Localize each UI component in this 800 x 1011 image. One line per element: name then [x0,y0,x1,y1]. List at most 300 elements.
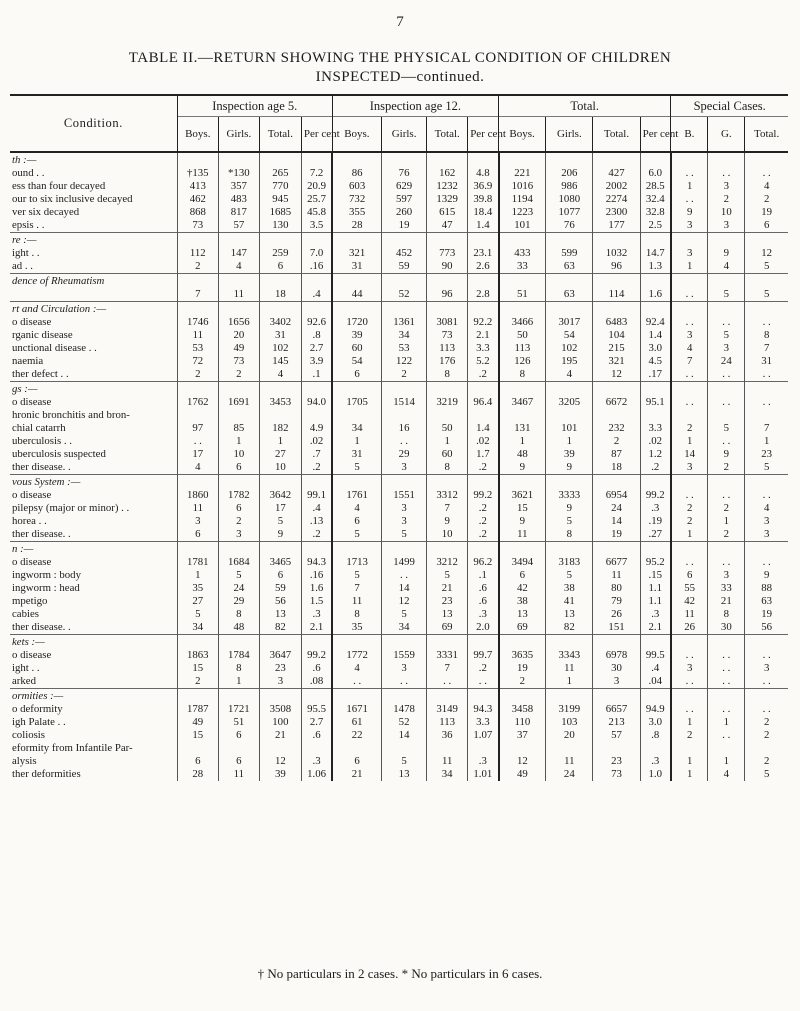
table-cell [640,409,671,422]
empty-cell [546,635,593,650]
table-cell: 8 [427,461,468,475]
table-cell: 110 [499,716,546,729]
table-cell: .2 [640,461,671,475]
table-cell: 61 [332,716,381,729]
table-cell: 19 [382,219,427,233]
table-cell: 49 [499,768,546,781]
empty-cell [382,274,427,289]
table-cell: 6 [671,569,708,582]
table-cell: .27 [640,528,671,542]
table-cell: 4.9 [301,422,332,435]
empty-cell [218,302,259,317]
table-cell: 433 [499,247,546,260]
table-cell: 1 [745,435,788,448]
empty-cell [671,152,708,167]
table-cell: 1684 [218,556,259,569]
table-cell: .2 [468,368,499,382]
table-cell: 80 [593,582,640,595]
table-cell: 5 [218,569,259,582]
table-cell: 6954 [593,489,640,502]
table-cell: 206 [546,167,593,180]
empty-cell [332,302,381,317]
table-cell: 1761 [332,489,381,502]
table-cell: 1 [708,755,745,768]
table-cell: 39 [546,448,593,461]
empty-cell [468,274,499,289]
table-cell: 3458 [499,703,546,716]
group-header-age5: Inspection age 5. [177,95,332,117]
row-label: ther disease. . [12,461,71,473]
table-cell: .6 [301,662,332,675]
table-cell: 7.2 [301,167,332,180]
table-cell: 2 [218,515,259,528]
table-cell: 483 [218,193,259,206]
table-row [10,528,788,542]
table-cell: . . [427,675,468,689]
row-label: ight . . [12,247,40,259]
table-cell: . . [671,193,708,206]
table-cell: 321 [332,247,381,260]
table-cell: 10 [427,528,468,542]
table-cell: 1.2 [640,448,671,461]
row-label: o disease [12,316,52,328]
table-cell: 357 [218,180,259,193]
empty-cell [427,233,468,248]
table-cell: .8 [640,729,671,742]
table-cell: 36.9 [468,180,499,193]
table-cell: .3 [301,608,332,621]
empty-cell [745,689,788,704]
empty-cell [745,635,788,650]
table-cell: 1 [259,435,301,448]
table-cell: 1 [546,435,593,448]
table-cell: 99.2 [301,649,332,662]
table-cell: 321 [593,355,640,368]
table-cell [177,409,218,422]
table-cell: 3149 [427,703,468,716]
table-cell: . . [671,556,708,569]
table-cell: 63 [745,595,788,608]
table-cell: . . [745,649,788,662]
table-cell: .3 [640,755,671,768]
table-cell: 1 [218,435,259,448]
table-cell: .3 [468,608,499,621]
table-cell: 452 [382,247,427,260]
empty-cell [745,382,788,397]
table-cell: 24 [708,355,745,368]
table-cell: 12 [499,755,546,768]
table-cell: .1 [468,569,499,582]
empty-cell [218,475,259,490]
table-cell: 11 [427,755,468,768]
table-cell: 3466 [499,316,546,329]
row-label: eformity from Infantile Par- [12,742,133,754]
empty-cell [332,635,381,650]
col-header: Per cent [301,117,332,153]
table-cell: 34 [382,329,427,342]
table-cell: 96 [427,288,468,302]
table-cell: 1691 [218,396,259,409]
table-cell: 59 [259,582,301,595]
table-cell: 599 [546,247,593,260]
table-cell: 7.0 [301,247,332,260]
table-cell: 11 [177,502,218,515]
table-cell: 8 [218,608,259,621]
table-cell: 19 [745,608,788,621]
empty-cell [671,689,708,704]
table-cell: 73 [218,355,259,368]
table-cell [708,742,745,755]
empty-cell [427,542,468,557]
table-cell: 32.8 [640,206,671,219]
table-cell: 5 [382,608,427,621]
table-cell: 1 [671,435,708,448]
table-cell: 2 [745,716,788,729]
table-cell: 2002 [593,180,640,193]
empty-cell [499,382,546,397]
table-cell: 30 [593,662,640,675]
row-label: arked [12,675,36,687]
table-cell [499,409,546,422]
section-title: gs :— [10,382,177,397]
table-cell: 232 [593,422,640,435]
table-cell: .16 [301,260,332,274]
table-cell: 5 [382,528,427,542]
row-label: uberculosis suspected [12,448,106,460]
empty-cell [177,542,218,557]
table-cell: 3453 [259,396,301,409]
table-cell: 6 [177,755,218,768]
table-cell: 3 [671,247,708,260]
table-cell: 5 [708,422,745,435]
table-cell [745,409,788,422]
table-cell: 1514 [382,396,427,409]
table-body [10,152,788,781]
empty-cell [218,689,259,704]
table-cell: 96 [593,260,640,274]
col-header: Total. [427,117,468,153]
col-header: Per cent [640,117,671,153]
empty-cell [593,274,640,289]
empty-cell [382,689,427,704]
table-cell: 3 [382,662,427,675]
table-cell: 104 [593,329,640,342]
table-cell: 3621 [499,489,546,502]
table-cell [427,742,468,755]
table-cell: 99.2 [640,489,671,502]
table-cell: 73 [593,768,640,781]
empty-cell [593,689,640,704]
table-cell: . . [708,675,745,689]
table-cell: 96.2 [468,556,499,569]
table-cell: .17 [640,368,671,382]
table-cell: 3 [177,515,218,528]
empty-cell [218,542,259,557]
row-label: hronic bronchitis and bron- [12,409,130,421]
table-cell: 1194 [499,193,546,206]
table-cell: 162 [427,167,468,180]
table-cell: 3494 [499,556,546,569]
table-cell: 14 [671,448,708,461]
table-cell: 4.8 [468,167,499,180]
row-label: chial catarrh [12,422,66,434]
table-cell: 11 [177,329,218,342]
empty-cell [177,382,218,397]
row-label: naemia [12,355,44,367]
empty-cell [593,152,640,167]
table-cell: 3 [745,528,788,542]
empty-cell [640,689,671,704]
section-title: ormities :— [10,689,177,704]
table-cell: 2 [177,675,218,689]
table-row [10,167,788,180]
table-cell: 69 [499,621,546,635]
table-cell: . . [708,435,745,448]
section-title: dence of Rheumatism [10,274,177,289]
table-cell: 3508 [259,703,301,716]
table-cell: . . [708,167,745,180]
empty-cell [546,689,593,704]
table-cell: . . [708,556,745,569]
empty-cell [640,302,671,317]
table-cell: 3467 [499,396,546,409]
table-cell: 177 [593,219,640,233]
empty-cell [382,152,427,167]
table-cell: 2274 [593,193,640,206]
empty-cell [177,152,218,167]
table-cell: 29 [218,595,259,608]
table-cell: 2300 [593,206,640,219]
table-cell: 3081 [427,316,468,329]
table-cell: 5 [546,569,593,582]
empty-cell [218,233,259,248]
table-cell: 6 [177,528,218,542]
table-cell: 24 [546,768,593,781]
table-cell: 26 [593,608,640,621]
table-cell: *130 [218,167,259,180]
table-cell: 1671 [332,703,381,716]
table-cell: 53 [382,342,427,355]
table-row [10,755,788,768]
col-header: Girls. [218,117,259,153]
empty-cell [671,302,708,317]
section-title: th :— [12,153,37,166]
table-cell: . . [671,316,708,329]
table-cell: 33 [499,260,546,274]
table-cell: 615 [427,206,468,219]
table-cell: 1 [671,768,708,781]
table-cell: 3 [382,515,427,528]
table-cell: 1499 [382,556,427,569]
table-cell: 44 [332,288,381,302]
table-cell: 986 [546,180,593,193]
table-cell: 30 [708,621,745,635]
table-cell: 114 [593,288,640,302]
table-cell: 1860 [177,489,218,502]
table-cell: 2 [708,193,745,206]
empty-cell [382,635,427,650]
table-cell: .3 [301,755,332,768]
table-cell [177,742,218,755]
table-cell: 5 [745,768,788,781]
table-cell: 1.5 [301,595,332,608]
table-row [10,621,788,635]
empty-cell [427,152,468,167]
table-cell: 3 [671,461,708,475]
table-cell: .02 [468,435,499,448]
empty-cell [427,274,468,289]
table-cell: 3199 [546,703,593,716]
table-cell: .4 [301,502,332,515]
table-cell: 11 [499,528,546,542]
table-cell: 5 [708,329,745,342]
table-cell: 53 [177,342,218,355]
table-cell: .2 [468,528,499,542]
empty-cell [301,635,332,650]
empty-cell [427,635,468,650]
table-cell: 1781 [177,556,218,569]
table-cell: 6 [218,729,259,742]
section-title: n :— [10,542,177,557]
table-cell: .3 [640,502,671,515]
table-cell: 8 [332,608,381,621]
empty-cell [593,302,640,317]
empty-cell [640,152,671,167]
table-cell: . . [745,368,788,382]
table-cell: 15 [177,662,218,675]
empty-cell [468,302,499,317]
table-cell: 603 [332,180,381,193]
table-cell: 5 [546,515,593,528]
table-cell: .2 [468,515,499,528]
empty-cell [332,689,381,704]
table-cell: 113 [427,342,468,355]
table-cell [332,742,381,755]
empty-cell [499,233,546,248]
empty-cell [546,274,593,289]
table-cell: 21 [427,582,468,595]
table-cell: .02 [640,435,671,448]
table-cell: 3402 [259,316,301,329]
empty-cell [499,542,546,557]
table-cell: . . [382,569,427,582]
row-label: ight . . [12,662,40,674]
table-row [10,608,788,621]
table-cell: 57 [593,729,640,742]
table-cell: 176 [427,355,468,368]
table-cell: . . [708,368,745,382]
table-cell: 95.5 [301,703,332,716]
empty-cell [640,635,671,650]
table-cell: 3343 [546,649,593,662]
empty-cell [427,475,468,490]
table-cell: 3647 [259,649,301,662]
table-cell: 95.2 [640,556,671,569]
table-cell: 817 [218,206,259,219]
table-cell: 85 [218,422,259,435]
table-cell: 3 [708,569,745,582]
table-cell: 1 [671,180,708,193]
table-cell [546,409,593,422]
table-cell: 7 [177,288,218,302]
table-cell: 56 [259,595,301,608]
table-cell: 8 [427,368,468,382]
section-title: re :— [10,233,177,248]
table-cell [671,409,708,422]
empty-cell [259,689,301,704]
table-cell: 259 [259,247,301,260]
table-cell: 13 [382,768,427,781]
table-cell [468,742,499,755]
table-cell: 1223 [499,206,546,219]
table-cell: 10 [708,206,745,219]
table-title [0,49,800,87]
row-label: ound . . [12,167,45,179]
table-cell: 1721 [218,703,259,716]
table-cell: 97 [177,422,218,435]
section-row [10,689,788,704]
table-cell: 1 [671,755,708,768]
table-cell: .2 [468,662,499,675]
table-cell: 2 [593,435,640,448]
table-cell: 99.1 [301,489,332,502]
table-cell: 94.9 [640,703,671,716]
table-cell: 131 [499,422,546,435]
table-cell: 20.9 [301,180,332,193]
table-cell: 1720 [332,316,381,329]
empty-cell [259,382,301,397]
table-cell: . . [708,316,745,329]
empty-cell [218,274,259,289]
table-cell: 413 [177,180,218,193]
empty-cell [259,542,301,557]
empty-cell [640,233,671,248]
table-cell: 2 [177,368,218,382]
table-cell: 1032 [593,247,640,260]
table-cell: 21 [708,595,745,608]
table-cell: .15 [640,569,671,582]
row-label: our to six inclusive decayed [12,193,133,205]
table-cell: 49 [218,342,259,355]
table-cell: 73 [177,219,218,233]
empty-cell [671,274,708,289]
table-cell: 6 [332,755,381,768]
row-label: igh Palate . . [12,716,66,728]
table-cell: 1762 [177,396,218,409]
table-cell: 34 [427,768,468,781]
empty-cell [218,382,259,397]
col-header: Boys. [332,117,381,153]
table-cell: 59 [382,260,427,274]
table-cell: 103 [546,716,593,729]
table-cell: 11 [546,662,593,675]
table-cell: 213 [593,716,640,729]
table-cell: .2 [468,502,499,515]
empty-cell [468,635,499,650]
empty-cell [593,382,640,397]
empty-cell [382,542,427,557]
col-header: Total. [259,117,301,153]
table-cell: 5 [382,755,427,768]
table-cell: 3.0 [640,716,671,729]
table-cell: . . [671,649,708,662]
empty-cell [468,382,499,397]
table-cell: .6 [468,582,499,595]
table-cell: 54 [332,355,381,368]
empty-cell [332,382,381,397]
table-cell: 2 [671,515,708,528]
empty-cell [708,274,745,289]
